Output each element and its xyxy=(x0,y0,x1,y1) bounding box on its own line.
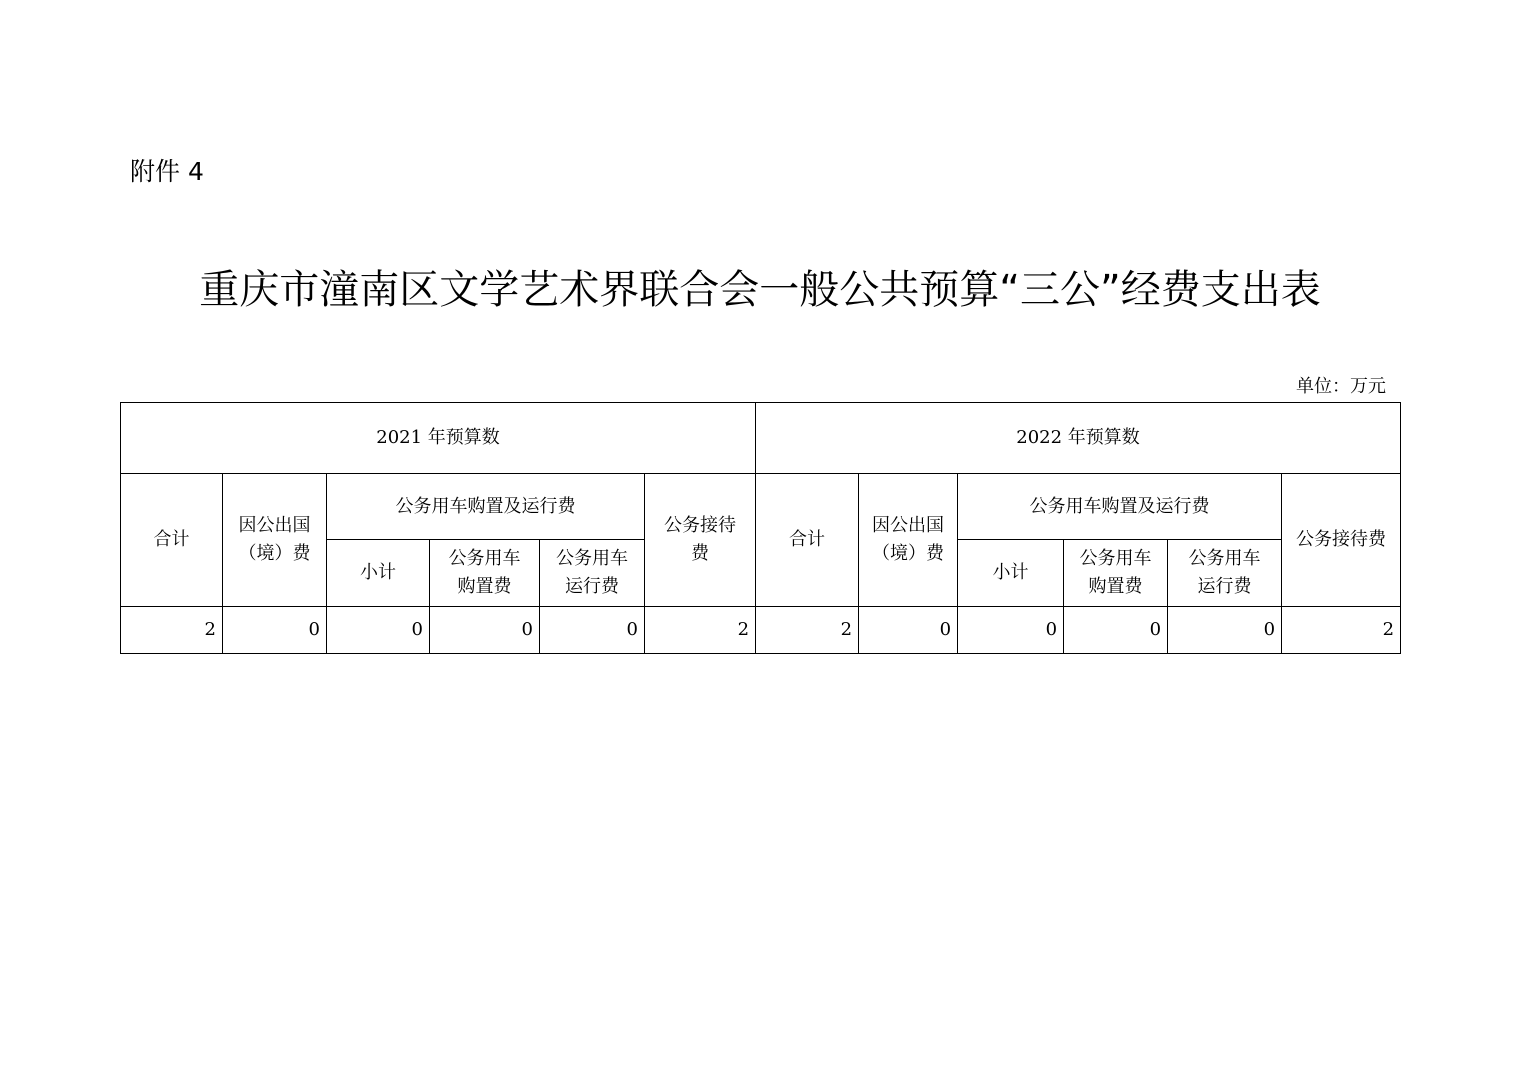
value-subtotal-2021: 0 xyxy=(327,607,430,654)
header-total-2022: 合计 xyxy=(756,474,859,607)
value-total-2022: 2 xyxy=(756,607,859,654)
unit-label: 单位：万元 xyxy=(1296,376,1386,397)
value-vehicle-purchase-2022: 0 xyxy=(1064,607,1168,654)
header-vehicle-operation-2022: 公务用车运行费 xyxy=(1168,540,1282,607)
header-vehicle-2022: 公务用车购置及运行费 xyxy=(958,474,1282,540)
value-reception-2022: 2 xyxy=(1282,607,1401,654)
header-reception-2021: 公务接待费 xyxy=(645,474,756,607)
header-subtotal-2021: 小计 xyxy=(327,540,430,607)
header-vehicle-purchase-2022: 公务用车购置费 xyxy=(1064,540,1168,607)
value-subtotal-2022: 0 xyxy=(958,607,1064,654)
header-abroad-2021: 因公出国（境）费 xyxy=(223,474,327,607)
header-reception-2022: 公务接待费 xyxy=(1282,474,1401,607)
value-abroad-2021: 0 xyxy=(223,607,327,654)
value-vehicle-operation-2022: 0 xyxy=(1168,607,1282,654)
header-total-2021: 合计 xyxy=(121,474,223,607)
value-vehicle-operation-2021: 0 xyxy=(540,607,645,654)
table-row xyxy=(121,607,1401,654)
header-vehicle-operation-2021: 公务用车运行费 xyxy=(540,540,645,607)
document-title: 重庆市潼南区文学艺术界联合会一般公共预算“三公”经费支出表 xyxy=(199,267,1321,313)
value-abroad-2022: 0 xyxy=(859,607,958,654)
value-reception-2021: 2 xyxy=(645,607,756,654)
value-vehicle-purchase-2021: 0 xyxy=(430,607,540,654)
budget-table xyxy=(120,402,1401,654)
header-subtotal-2022: 小计 xyxy=(958,540,1064,607)
year-2021-header: 2021 年预算数 xyxy=(121,403,756,474)
header-abroad-2022: 因公出国（境）费 xyxy=(859,474,958,607)
year-2022-header: 2022 年预算数 xyxy=(756,403,1401,474)
header-vehicle-2021: 公务用车购置及运行费 xyxy=(327,474,645,540)
attachment-label: 附件 4 xyxy=(130,157,204,186)
value-total-2021: 2 xyxy=(121,607,223,654)
header-vehicle-purchase-2021: 公务用车购置费 xyxy=(430,540,540,607)
